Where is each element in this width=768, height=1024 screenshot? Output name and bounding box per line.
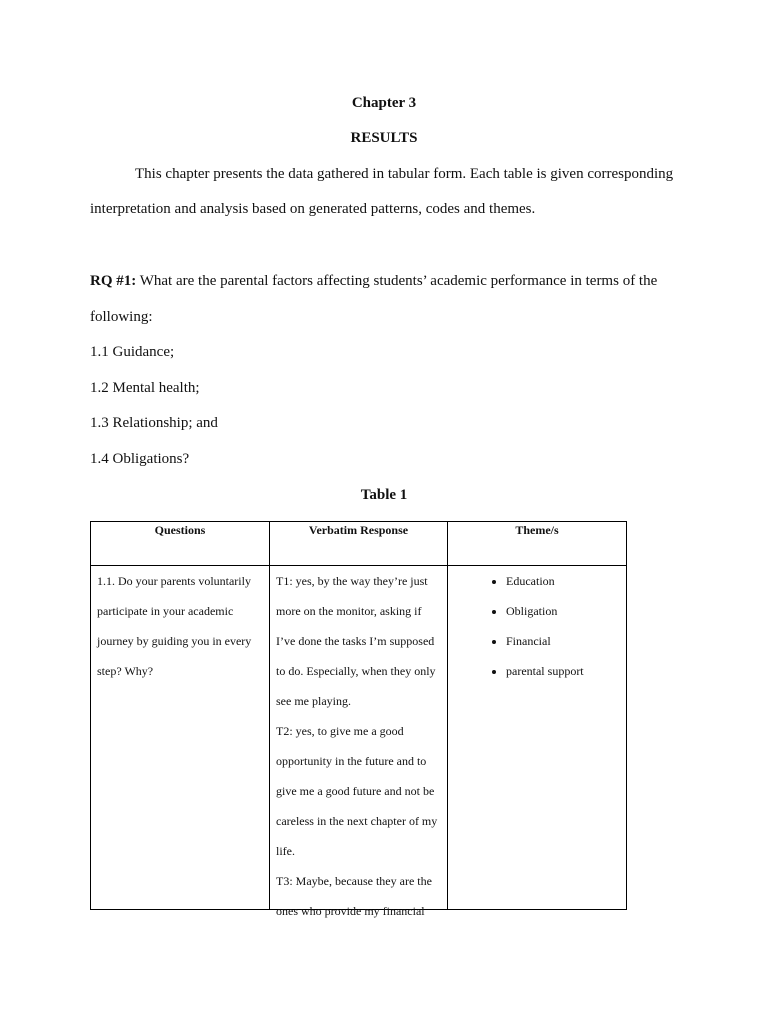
table-row [91,566,627,910]
response-text: T1: yes, by the way they’re just more on the monitor, asking if I’ve done the tasks I’m supposed to do. Especially, when they only see me playing. [276,574,436,708]
header-verbatim-response: Verbatim Response [270,522,448,566]
header-themes: Theme/s [448,522,627,566]
chapter-heading: Chapter 3 [351,95,417,111]
intro-line-1: This chapter presents the data gathered in tabular form. Each table is given corresponding [135,166,674,182]
intro-line-2: interpretation and analysis based on generated patterns, codes and themes. [90,201,536,217]
research-question [90,272,657,290]
results-heading: RESULTS [350,130,418,146]
theme-item: • Education [506,566,620,596]
response-cell [270,566,448,918]
question-text: 1.1. Do your parents voluntarily participate in your academic journey by guiding you in every step? Why? [97,574,252,678]
header-questions: Questions [91,522,270,566]
response-text: T2: yes, to give me a good opportunity in the future and to give me a good future and not be careless in the next chapter of my life. [276,724,438,858]
response-text: T3: Maybe, because they are the ones who provide my financial [276,874,432,918]
table-header-row [91,522,627,566]
table-caption: Table 1 [360,487,408,503]
question-cell [91,566,270,910]
rq-label: RQ #1: [90,273,137,289]
theme-item: • Obligation [506,596,620,626]
rq-item: 1.3 Relationship; and [90,415,218,431]
rq-text: What are the parental factors affecting students’ academic performance in terms of the [136,273,658,289]
themes-cell [448,566,627,910]
rq-item: 1.4 Obligations? [90,451,190,467]
rq-item: 1.1 Guidance; [90,344,175,360]
rq-item: 1.2 Mental health; [90,380,200,396]
theme-item: • Financial [506,626,620,656]
theme-item: • parental support [506,656,620,686]
results-table [90,521,627,918]
rq-line-2: following: [90,309,153,325]
themes-list [454,566,620,686]
